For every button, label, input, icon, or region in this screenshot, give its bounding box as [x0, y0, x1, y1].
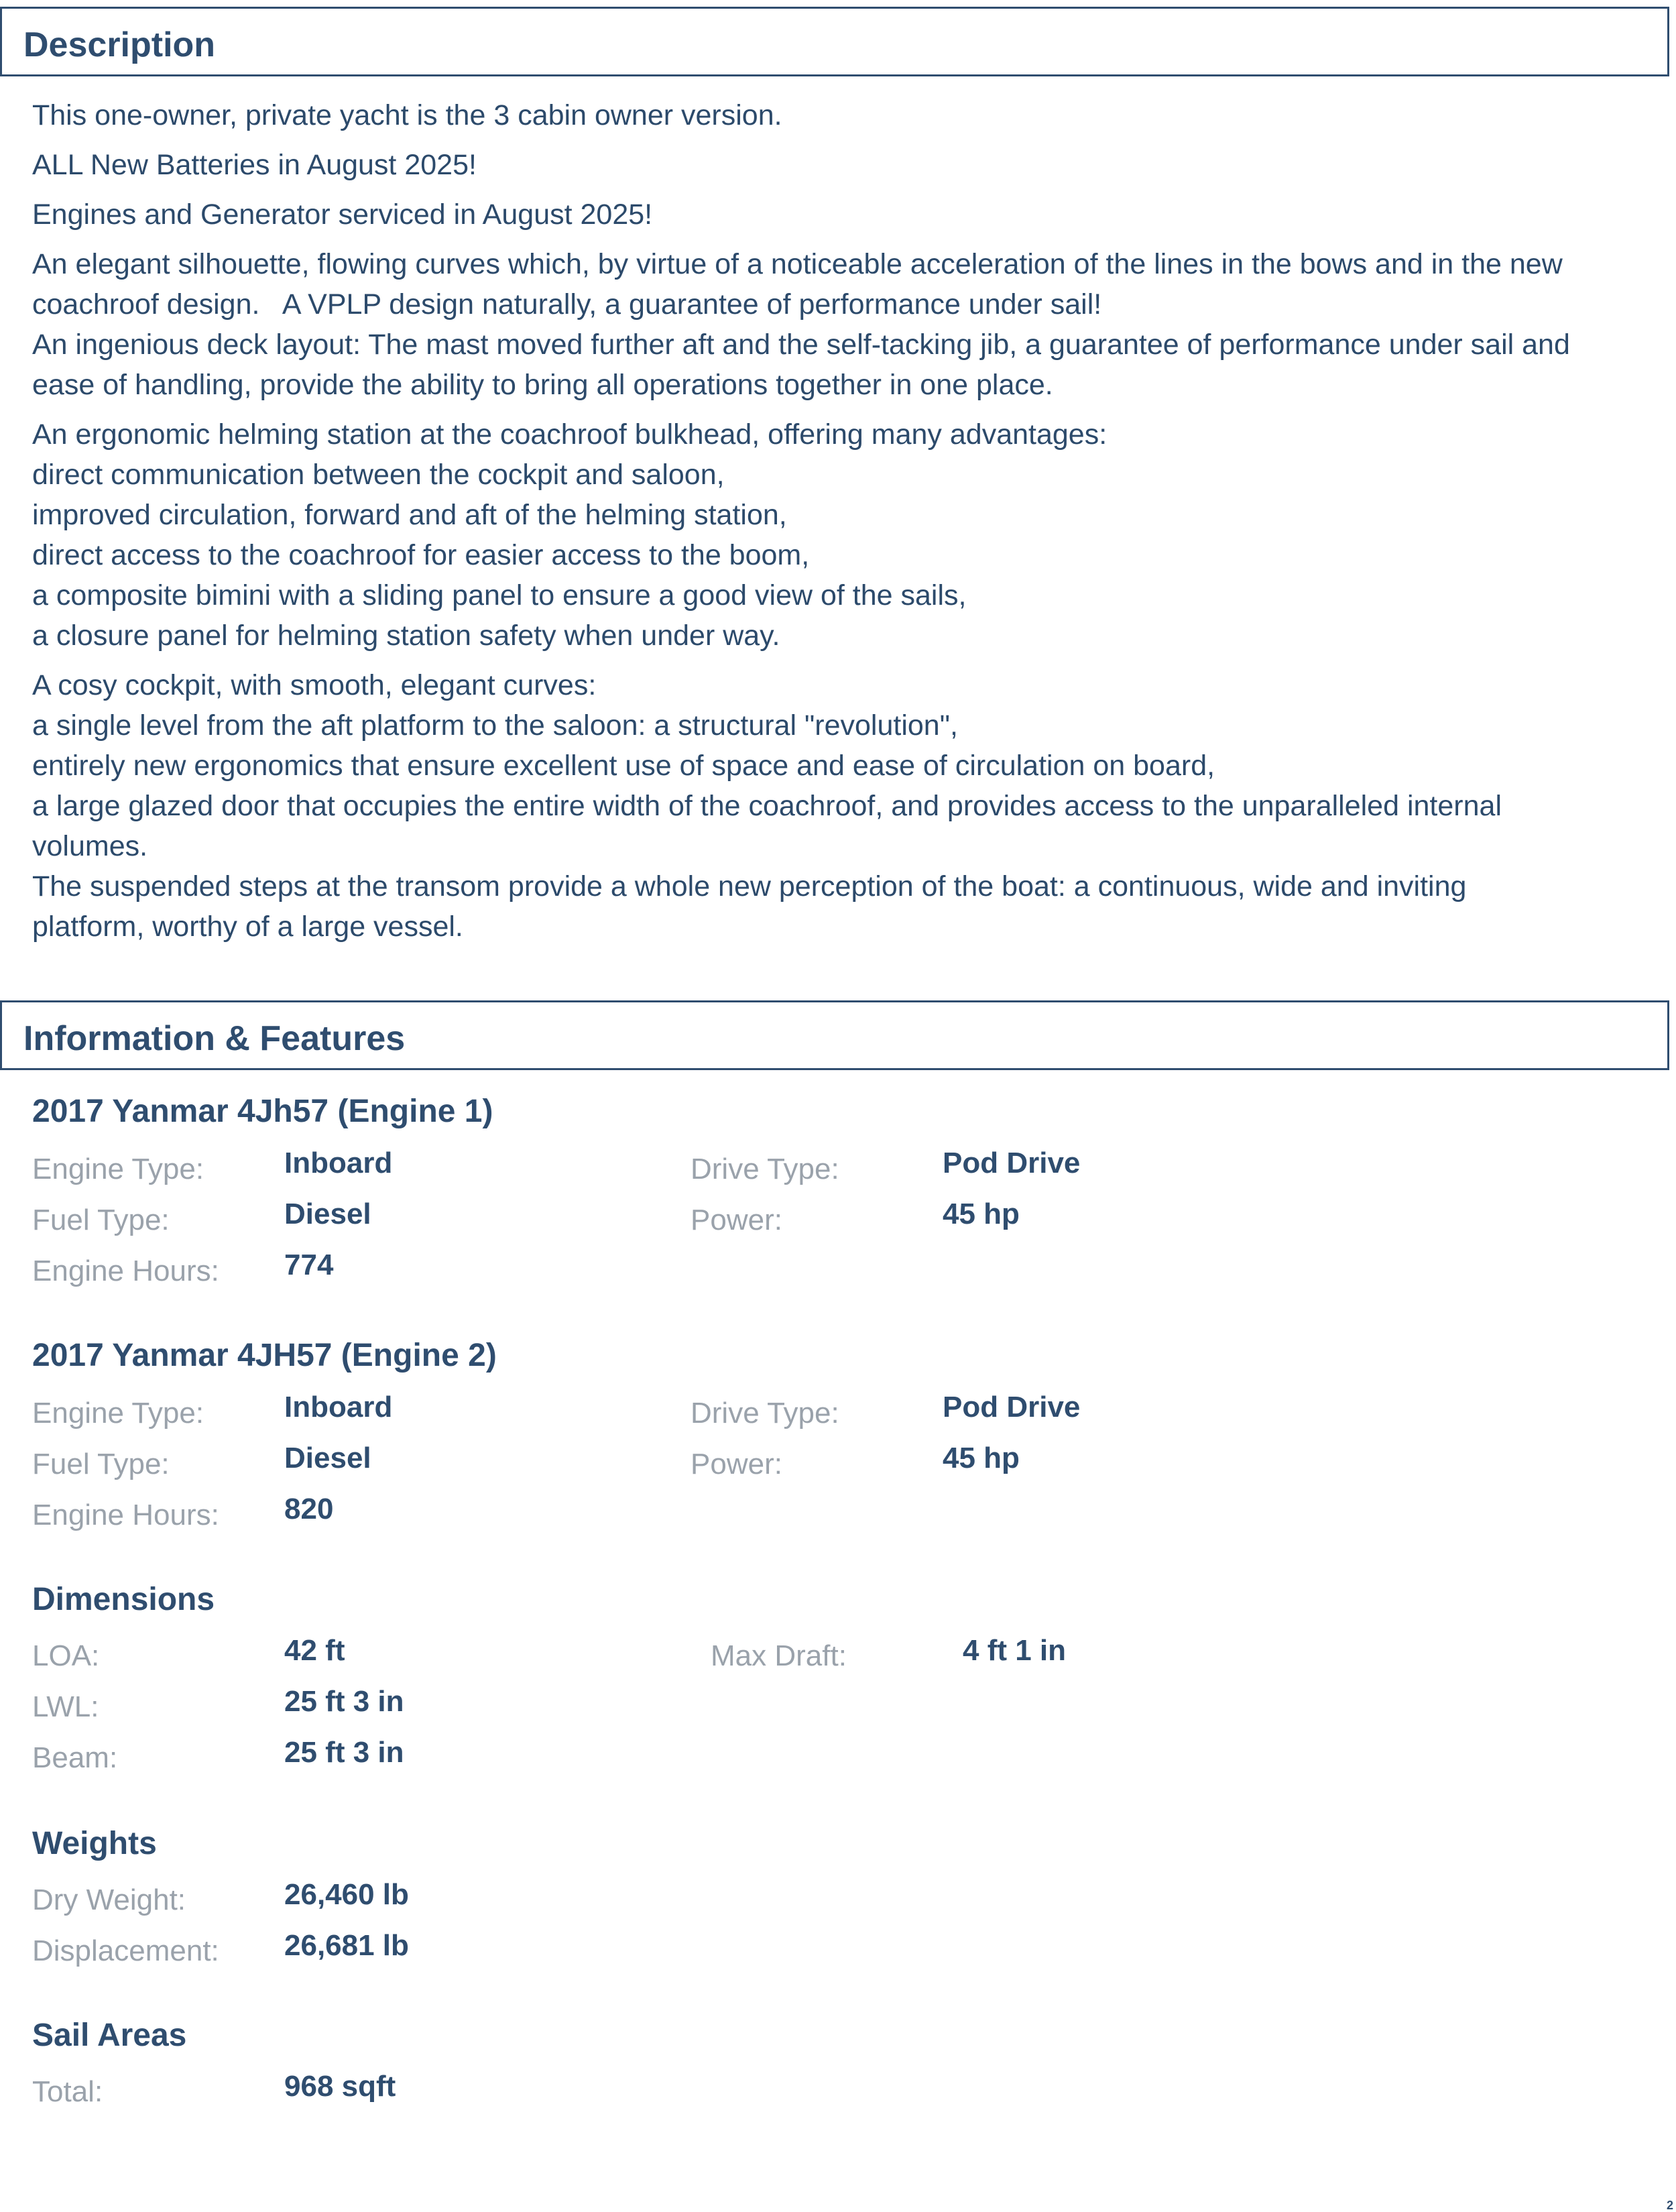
description-line: The suspended steps at the transom provide a whole new perception of the boat: a continuous, wide and inviting	[32, 870, 1467, 903]
engine-2-fuel-type-label: Fuel Type:	[32, 1448, 170, 1480]
description-line: entirely new ergonomics that ensure excellent use of space and ease of circulation on board,	[32, 750, 1215, 782]
engine-2-engine-type-label: Engine Type:	[32, 1397, 204, 1430]
engine-2-engine-type-value: Inboard	[284, 1391, 393, 1423]
engine-1-title: 2017 Yanmar 4Jh57 (Engine 1)	[32, 1094, 493, 1129]
description-line: a composite bimini with a sliding panel to ensure a good view of the sails,	[32, 579, 967, 612]
description-paragraph: This one-owner, private yacht is the 3 cabin owner version.	[32, 99, 782, 131]
description-paragraph: Engines and Generator serviced in August 2025!	[32, 198, 653, 231]
description-line: a closure panel for helming station safety when under way.	[32, 620, 780, 652]
engine-1-fuel-type-label: Fuel Type:	[32, 1204, 170, 1236]
engine-2-power-label: Power:	[691, 1448, 782, 1480]
description-paragraph	[32, 665, 1641, 947]
lwl-label: LWL:	[32, 1690, 99, 1723]
description-line: An ingenious deck layout: The mast moved further aft and the self-tacking jib, a guarantee of performance under sail and	[32, 329, 1570, 361]
beam-value: 25 ft 3 in	[284, 1736, 404, 1769]
description-header	[0, 7, 1669, 76]
loa-label: LOA:	[32, 1639, 100, 1672]
engine-2-power-value: 45 hp	[943, 1442, 1020, 1474]
dry-weight-value: 26,460 lb	[284, 1878, 409, 1911]
info-features-header	[0, 1000, 1669, 1070]
engine-1-power-label: Power:	[691, 1204, 782, 1236]
description-line: a large glazed door that occupies the entire width of the coachroof, and provides access to the unparalleled internal	[32, 790, 1502, 822]
engine-2-hours-value: 820	[284, 1493, 334, 1525]
description-line: ease of handling, provide the ability to bring all operations together in one place.	[32, 369, 1053, 401]
description-line: coachroof design. A VPLP design naturally, a guarantee of performance under sail!	[32, 288, 1102, 321]
engine-2-title: 2017 Yanmar 4JH57 (Engine 2)	[32, 1338, 497, 1373]
description-body	[32, 95, 1641, 956]
displacement-value: 26,681 lb	[284, 1929, 409, 1962]
description-line: An ergonomic helming station at the coachroof bulkhead, offering many advantages:	[32, 418, 1108, 451]
description-line: platform, worthy of a large vessel.	[32, 911, 463, 943]
engine-2-hours-label: Engine Hours:	[32, 1499, 219, 1531]
description-line: A cosy cockpit, with smooth, elegant curves:	[32, 669, 597, 701]
description-paragraph: ALL New Batteries in August 2025!	[32, 149, 477, 181]
dimensions-title: Dimensions	[32, 1582, 215, 1617]
description-paragraph	[32, 414, 1641, 656]
displacement-label: Displacement:	[32, 1934, 219, 1967]
engine-1-drive-type-label: Drive Type:	[691, 1153, 839, 1185]
sail-total-label: Total:	[32, 2075, 103, 2108]
engine-1-hours-label: Engine Hours:	[32, 1255, 219, 1287]
beam-label: Beam:	[32, 1741, 118, 1774]
engine-1-power-value: 45 hp	[943, 1198, 1020, 1230]
max-draft-value: 4 ft 1 in	[963, 1634, 1067, 1667]
description-line: improved circulation, forward and aft of the helming station,	[32, 499, 787, 531]
sail-areas-title: Sail Areas	[32, 2018, 187, 2053]
sail-total-value: 968 sqft	[284, 2070, 396, 2103]
page-number: 2	[1666, 2199, 1673, 2212]
engine-1-fuel-type-value: Diesel	[284, 1198, 371, 1230]
description-line: a single level from the aft platform to the saloon: a structural "revolution",	[32, 709, 958, 742]
engine-2-drive-type-label: Drive Type:	[691, 1397, 839, 1430]
lwl-value: 25 ft 3 in	[284, 1685, 404, 1718]
description-line: direct access to the coachroof for easier access to the boom,	[32, 539, 810, 571]
description-line: volumes.	[32, 830, 148, 862]
description-title: Description	[23, 25, 216, 64]
dry-weight-label: Dry Weight:	[32, 1883, 186, 1916]
description-line: An elegant silhouette, flowing curves which, by virtue of a noticeable acceleration of the lines in the bows and in the new	[32, 248, 1563, 280]
engine-2-fuel-type-value: Diesel	[284, 1442, 371, 1474]
engine-1-engine-type-label: Engine Type:	[32, 1153, 204, 1185]
engine-1-engine-type-value: Inboard	[284, 1147, 393, 1179]
info-features-title: Information & Features	[23, 1019, 406, 1058]
max-draft-label: Max Draft:	[711, 1639, 847, 1672]
engine-1-hours-value: 774	[284, 1248, 334, 1281]
description-paragraph	[32, 244, 1641, 405]
engine-2-drive-type-value: Pod Drive	[943, 1391, 1081, 1423]
loa-value: 42 ft	[284, 1634, 345, 1667]
weights-title: Weights	[32, 1826, 157, 1861]
engine-1-drive-type-value: Pod Drive	[943, 1147, 1081, 1179]
description-line: direct communication between the cockpit and saloon,	[32, 459, 725, 491]
